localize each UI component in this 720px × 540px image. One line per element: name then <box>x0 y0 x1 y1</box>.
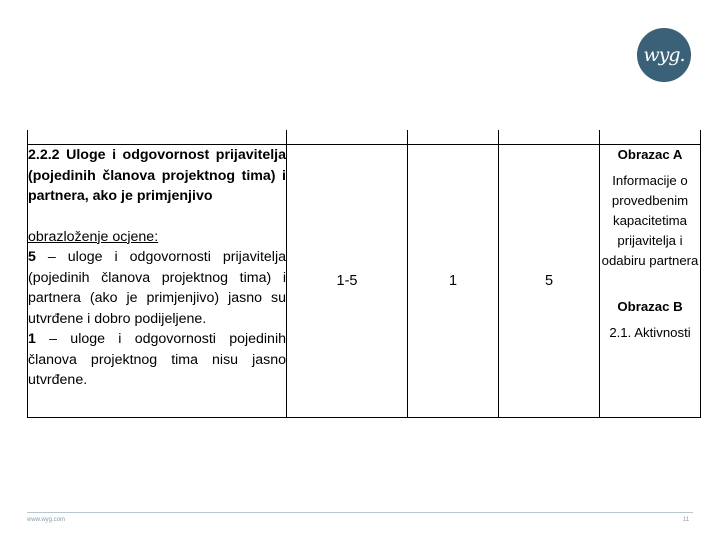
stub-cell <box>408 130 499 145</box>
wyg-logo <box>637 28 691 82</box>
score-5-number: 5 <box>28 249 36 265</box>
evaluation-table <box>27 130 701 418</box>
reference-a-text: Informacije o provedbenim kapacitetima prijavitelja i odabiru partnera <box>601 173 699 268</box>
explanation-label: obrazloženje ocjene: <box>28 228 159 245</box>
footer-url: www.wyg.com <box>27 517 66 523</box>
stub-cell <box>600 130 701 145</box>
criterion-cell <box>28 145 287 418</box>
stub-cell <box>28 130 287 145</box>
score-1-text: – uloge i odgovornosti pojedinih članova projektnog tima nisu jasno utvrđene. <box>28 331 286 388</box>
score-1-description <box>28 329 286 391</box>
score-1-number: 1 <box>28 331 36 347</box>
weight-cell: 1 <box>408 145 499 418</box>
footer-divider <box>27 512 693 513</box>
criterion-title: 2.2.2 Uloge i odgovornost prijavitelja (pojedinih članova projektnog tima) i partnera, ako je primjenjivo <box>28 147 286 204</box>
logo-text: wyg. <box>643 44 685 66</box>
reference-b-text: 2.1. Aktivnosti <box>609 325 691 340</box>
reference-b-title: Obrazac B <box>617 299 683 314</box>
reference-a-title: Obrazac A <box>617 147 683 162</box>
max-points-cell: 5 <box>499 145 600 418</box>
reference-cell <box>600 145 701 418</box>
score-5-text: – uloge i odgovornosti prijavitelja (pojedinih članova projektnog tima) i partnera (ako je primjenjivo) jasno su utvrđene i dobro podijeljene. <box>28 249 286 327</box>
stub-cell <box>287 130 408 145</box>
score-5-description <box>28 247 286 329</box>
table-header-stub-row <box>28 130 701 145</box>
stub-cell <box>499 130 600 145</box>
score-range-cell: 1-5 <box>287 145 408 418</box>
table-row <box>28 145 701 418</box>
page-number: 11 <box>683 517 690 523</box>
